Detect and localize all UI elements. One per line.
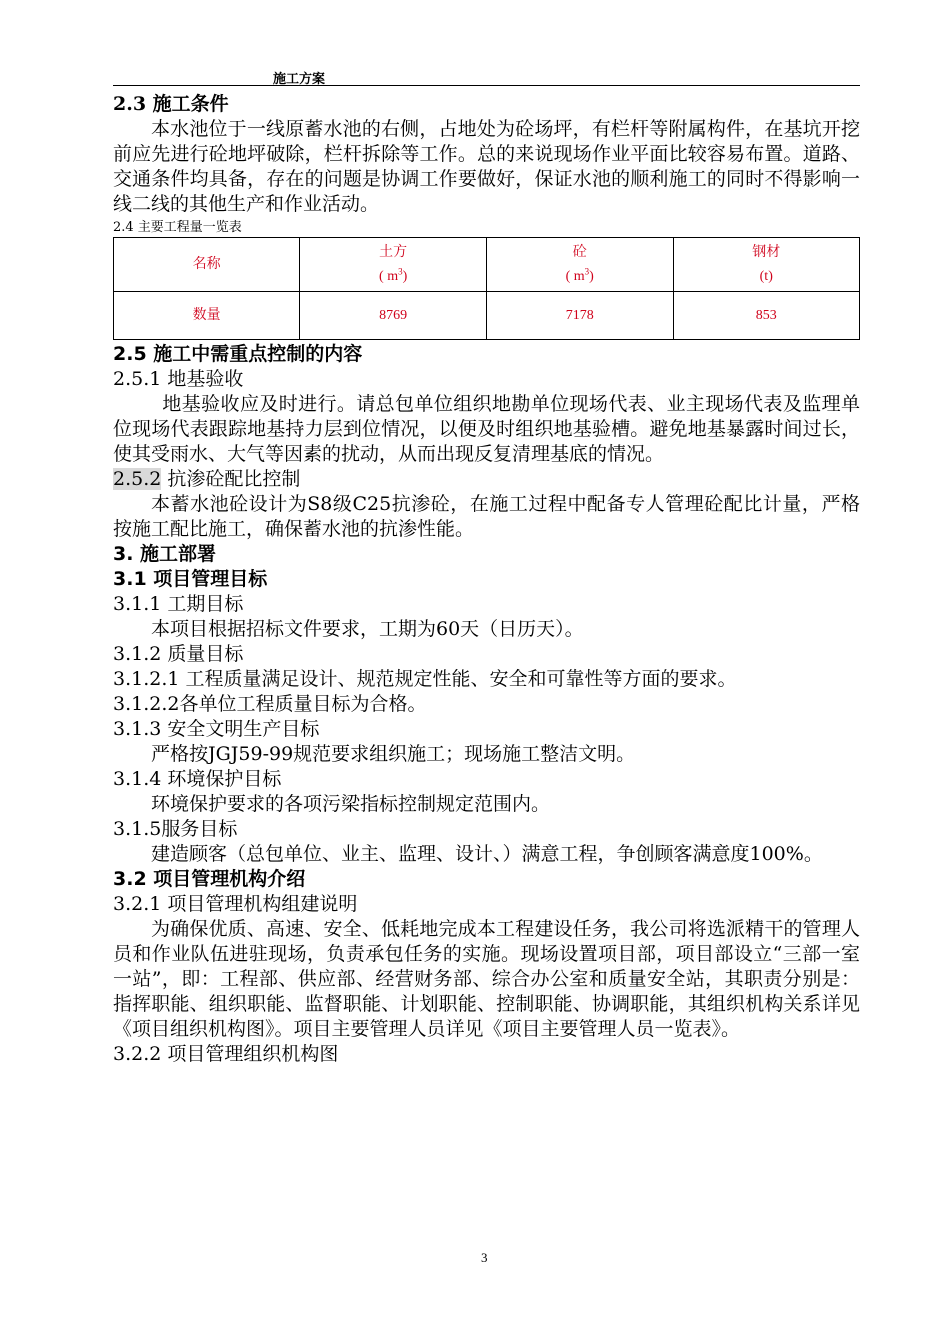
col-name: 砼 bbox=[572, 244, 587, 260]
section-2-5-1-title: 2.5.1 地基验收 bbox=[113, 368, 244, 390]
section-3-1-5-title: 3.1.5服务目标 bbox=[113, 818, 238, 840]
section-3-1-2-1: 3.1.2.1 工程质量满足设计、规范规定性能、安全和可靠性等方面的要求。 bbox=[113, 668, 737, 690]
section-2-5-2-number: 2.5.2 bbox=[113, 468, 162, 490]
section-2-5-1-paragraph: 地基验收应及时进行。请总包单位组织地勘单位现场代表、业主现场代表及监理单位现场代表跟踪地基持力层到位情况，以便及时组织地基验槽。避免地基暴露时间过长，使其受雨水、大气等因素的扰动，从而出现反复清理基底的情况。 bbox=[113, 393, 860, 465]
section-3-2-1-paragraph: 为确保优质、高速、安全、低耗地完成本工程建设任务，我公司将选派精干的管理人员和作业队伍进驻现场，负责承包任务的实施。现场设置项目部，项目部设立“三部一室一站”，即：工程部、供应部、经营财务部、综合办公室和质量安全站，其职责分别是：指挥职能、组织职能、监督职能、计划职能、控制职能、协调职能，其组织机构关系详见《项目组织机构图》。项目主要管理人员详见《项目主要管理人员一览表》。 bbox=[113, 918, 860, 1040]
section-3-1-1-paragraph: 本项目根据招标文件要求，工期为60天（日历天）。 bbox=[151, 618, 584, 640]
section-3-1-3-paragraph: 严格按JGJ59-99规范要求组织施工；现场施工整洁文明。 bbox=[151, 743, 636, 765]
section-2-5-2-title: 抗渗砼配比控制 bbox=[161, 468, 301, 490]
section-3-1-2-title: 3.1.2 质量目标 bbox=[113, 643, 244, 665]
section-2-5-2-heading bbox=[113, 467, 860, 492]
table-row-label: 数量 bbox=[114, 292, 300, 340]
col-unit: ( $m^3$) bbox=[379, 265, 408, 284]
section-3-2-2-title: 3.2.2 项目管理组织机构图 bbox=[113, 1043, 339, 1065]
table-col-concrete-header bbox=[486, 238, 673, 292]
section-2-3-title-text: 2.3 施工条件 bbox=[113, 93, 229, 115]
table-col-steel-header bbox=[673, 238, 859, 292]
section-3-1-3-title: 3.1.3 安全文明生产目标 bbox=[113, 718, 320, 740]
section-3-title: 3. 施工部署 bbox=[113, 543, 217, 565]
section-3-2-title: 3.2 项目管理机构介绍 bbox=[113, 868, 306, 890]
section-3-1-5-paragraph: 建造顾客（总包单位、业主、监理、设计、）满意工程，争创顾客满意度100%。 bbox=[151, 843, 823, 865]
table-cell-earthwork: 8769 bbox=[300, 292, 487, 340]
section-2-3-paragraph: 本水池位于一线原蓄水池的右侧，占地处为砼场坪，有栏杆等附属构件，在基坑开挖前应先进行砼地坪破除，栏杆拆除等工作。总的来说现场作业平面比较容易布置。道路、交通条件均具备，存在的问题是协调工作要做好，保证水池的顺利施工的同时不得影响一线二线的其他生产和作业活动。 bbox=[113, 118, 860, 215]
quantity-table bbox=[113, 237, 860, 340]
table-cell-concrete: 7178 bbox=[486, 292, 673, 340]
section-2-4-title: 2.4 主要工程量一览表 bbox=[113, 220, 242, 235]
header-divider bbox=[113, 85, 860, 86]
table-header-row bbox=[114, 238, 860, 292]
page-header-title: 施工方案 bbox=[273, 72, 326, 87]
section-3-1-4-paragraph: 环境保护要求的各项污梁指标控制规定范围内。 bbox=[151, 793, 551, 815]
section-3-1-title: 3.1 项目管理目标 bbox=[113, 568, 268, 590]
page-number: 3 bbox=[481, 1250, 488, 1265]
col-unit: ( $m^3$) bbox=[565, 265, 594, 284]
section-3-1-1-title: 3.1.1 工期目标 bbox=[113, 593, 244, 615]
table-cell-steel: 853 bbox=[673, 292, 859, 340]
table-col-earthwork-header bbox=[300, 238, 487, 292]
section-3-1-2-2: 3.1.2.2各单位工程质量目标为合格。 bbox=[113, 693, 427, 715]
col-unit: (t) bbox=[759, 268, 773, 284]
col-name: 土方 bbox=[379, 244, 408, 260]
section-3-2-1-title: 3.2.1 项目管理机构组建说明 bbox=[113, 893, 358, 915]
section-2-3-title bbox=[113, 92, 860, 117]
table-row bbox=[114, 292, 860, 340]
col-name: 钢材 bbox=[752, 244, 781, 260]
section-2-5-title: 2.5 施工中需重点控制的内容 bbox=[113, 343, 363, 365]
section-3-1-4-title: 3.1.4 环境保护目标 bbox=[113, 768, 282, 790]
section-2-5-2-paragraph: 本蓄水池砼设计为S8级C25抗渗砼，在施工过程中配备专人管理砼配比计量，严格按施工配比施工，确保蓄水池的抗渗性能。 bbox=[113, 493, 860, 540]
document-body bbox=[113, 92, 860, 1067]
table-header-label: 名称 bbox=[114, 238, 300, 292]
